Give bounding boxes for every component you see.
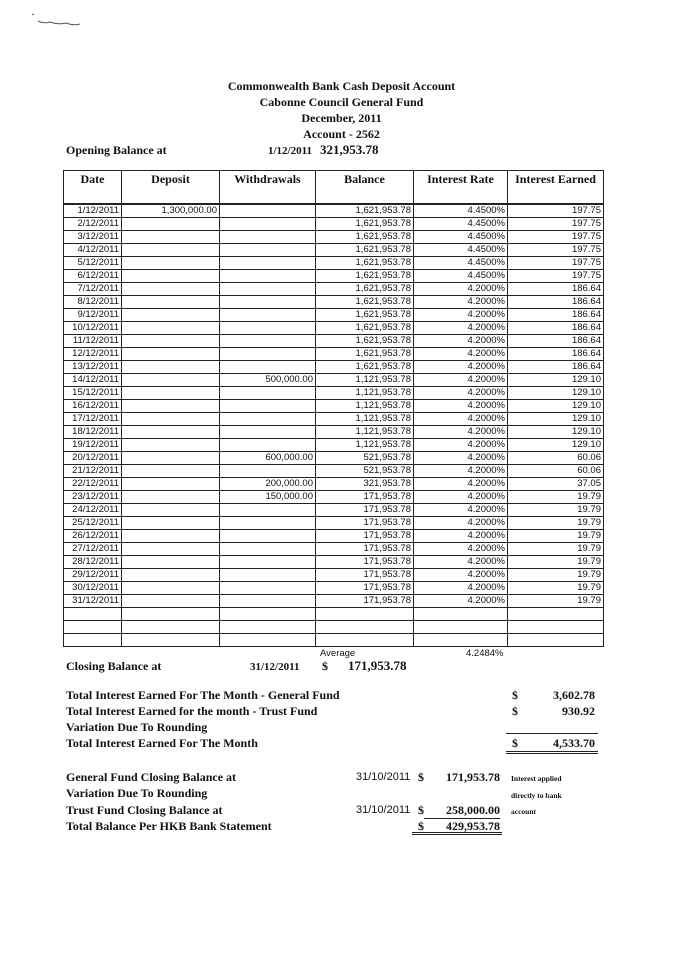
deposit-cell [122, 322, 220, 335]
interest-rate-cell: 4.2000% [414, 361, 508, 374]
balance-cell: 1,621,953.78 [316, 244, 414, 257]
withdrawals-cell [220, 309, 316, 322]
interest-earned-cell: 60.06 [508, 452, 604, 465]
date-cell: 19/12/2011 [64, 439, 122, 452]
interest-rate-cell: 4.2000% [414, 569, 508, 582]
deposit-cell [122, 517, 220, 530]
table-row [64, 465, 604, 478]
balance-cell: 1,121,953.78 [316, 387, 414, 400]
interest-rate-cell: 4.2000% [414, 530, 508, 543]
blank-cell [220, 608, 316, 621]
deposit-cell [122, 504, 220, 517]
deposit-cell [122, 439, 220, 452]
table-row [64, 569, 604, 582]
deposit-cell [122, 218, 220, 231]
interest-rate-cell: 4.2000% [414, 517, 508, 530]
table-row [64, 218, 604, 231]
deposit-cell [122, 569, 220, 582]
interest-earned-cell: 186.64 [508, 309, 604, 322]
interest-rate-cell: 4.2000% [414, 582, 508, 595]
interest-earned-cell: 19.79 [508, 556, 604, 569]
date-cell: 4/12/2011 [64, 244, 122, 257]
trust-fund-closing-currency: $ [418, 803, 424, 817]
date-cell: 14/12/2011 [64, 374, 122, 387]
table-row [64, 348, 604, 361]
date-cell: 3/12/2011 [64, 231, 122, 244]
blank-cell [64, 634, 122, 647]
interest-earned-cell: 129.10 [508, 400, 604, 413]
opening-balance-amount: 321,953.78 [320, 142, 379, 157]
withdrawals-cell [220, 413, 316, 426]
balance-cell: 171,953.78 [316, 569, 414, 582]
blank-cell [64, 608, 122, 621]
blank-cell [414, 621, 508, 634]
withdrawals-cell [220, 517, 316, 530]
fund-name: Cabonne Council General Fund [259, 95, 424, 109]
interest-rate-cell: 4.4500% [414, 218, 508, 231]
balance-cell: 1,121,953.78 [316, 413, 414, 426]
balance-cell: 521,953.78 [316, 465, 414, 478]
table-row [64, 231, 604, 244]
total-balance-currency: $ [418, 819, 424, 833]
date-cell: 17/12/2011 [64, 413, 122, 426]
deposit-cell [122, 309, 220, 322]
withdrawals-cell [220, 595, 316, 608]
closing-balance-date: 31/12/2011 [250, 661, 300, 673]
interest-rate-cell: 4.2000% [414, 595, 508, 608]
trust-fund-closing-label: Trust Fund Closing Balance at [66, 803, 223, 817]
table-row [64, 543, 604, 556]
blank-cell [414, 608, 508, 621]
interest-total-currency: $ [512, 736, 518, 750]
average-label: Average [320, 648, 356, 659]
date-cell: 26/12/2011 [64, 530, 122, 543]
date-cell: 1/12/2011 [64, 204, 122, 218]
interest-rate-cell: 4.2000% [414, 452, 508, 465]
balance-cell: 171,953.78 [316, 491, 414, 504]
balance-cell: 171,953.78 [316, 595, 414, 608]
table-row [64, 296, 604, 309]
interest-earned-cell: 186.64 [508, 283, 604, 296]
interest-general-fund-currency: $ [512, 688, 518, 702]
trust-fund-closing-amount: 258,000.00 [424, 803, 500, 819]
balance-cell: 1,621,953.78 [316, 309, 414, 322]
interest-general-fund-amount: 3,602.78 [553, 688, 595, 702]
deposit-cell [122, 348, 220, 361]
interest-earned-cell: 19.79 [508, 491, 604, 504]
withdrawals-cell [220, 296, 316, 309]
interest-rate-cell: 4.2000% [414, 504, 508, 517]
withdrawals-cell [220, 348, 316, 361]
interest-earned-cell: 186.64 [508, 348, 604, 361]
interest-rate-cell: 4.2000% [414, 296, 508, 309]
deposit-cell [122, 231, 220, 244]
date-cell: 29/12/2011 [64, 569, 122, 582]
interest-rate-cell: 4.2000% [414, 426, 508, 439]
date-cell: 15/12/2011 [64, 387, 122, 400]
table-row [64, 426, 604, 439]
deposit-cell [122, 491, 220, 504]
interest-earned-cell: 186.64 [508, 296, 604, 309]
table-row [64, 452, 604, 465]
withdrawals-cell [220, 322, 316, 335]
withdrawals-cell [220, 556, 316, 569]
deposit-cell [122, 478, 220, 491]
table-row [64, 283, 604, 296]
interest-earned-cell: 19.79 [508, 504, 604, 517]
balance-cell: 171,953.78 [316, 530, 414, 543]
interest-total-amount: 4,533.70 [553, 736, 595, 750]
column-header-date: Date [64, 171, 122, 205]
general-fund-closing-date: 31/10/2011 [356, 771, 411, 783]
interest-earned-cell: 129.10 [508, 439, 604, 452]
interest-earned-cell: 19.79 [508, 595, 604, 608]
deposit-cell [122, 387, 220, 400]
balance-cell: 521,953.78 [316, 452, 414, 465]
blank-cell [508, 608, 604, 621]
total-balance-amount: 429,953.78 [446, 819, 500, 833]
table-row [64, 504, 604, 517]
period: December, 2011 [301, 111, 382, 125]
deposit-cell [122, 582, 220, 595]
deposit-cell [122, 530, 220, 543]
date-cell: 13/12/2011 [64, 361, 122, 374]
withdrawals-cell [220, 335, 316, 348]
withdrawals-cell [220, 582, 316, 595]
interest-rate-cell: 4.2000% [414, 322, 508, 335]
table-row [64, 491, 604, 504]
opening-balance-label: Opening Balance at [66, 143, 167, 157]
withdrawals-cell [220, 231, 316, 244]
interest-earned-cell: 19.79 [508, 543, 604, 556]
interest-earned-cell: 129.10 [508, 387, 604, 400]
date-cell: 2/12/2011 [64, 218, 122, 231]
interest-earned-cell: 37.05 [508, 478, 604, 491]
table-row [64, 374, 604, 387]
interest-rate-cell: 4.2000% [414, 491, 508, 504]
column-header-deposit: Deposit [122, 171, 220, 205]
balance-cell: 1,621,953.78 [316, 348, 414, 361]
table-row [64, 439, 604, 452]
deposit-cell [122, 595, 220, 608]
deposit-cell [122, 335, 220, 348]
deposit-cell [122, 543, 220, 556]
interest-rate-cell: 4.4500% [414, 257, 508, 270]
interest-rate-cell: 4.4500% [414, 270, 508, 283]
withdrawals-cell [220, 257, 316, 270]
blank-cell [64, 621, 122, 634]
interest-general-fund-label: Total Interest Earned For The Month - General Fund [66, 688, 340, 702]
balance-cell: 171,953.78 [316, 517, 414, 530]
interest-earned-cell: 197.75 [508, 257, 604, 270]
interest-earned-cell: 197.75 [508, 218, 604, 231]
closing-balance-amount: 171,953.78 [348, 658, 407, 673]
opening-balance-date: 1/12/2011 [268, 145, 313, 157]
balance-cell: 171,953.78 [316, 582, 414, 595]
interest-rate-cell: 4.4500% [414, 204, 508, 218]
table-row [64, 478, 604, 491]
balance-cell: 1,621,953.78 [316, 218, 414, 231]
document-title: Commonwealth Bank Cash Deposit Account [227, 79, 456, 93]
balance-cell: 1,121,953.78 [316, 426, 414, 439]
withdrawals-cell: 600,000.00 [220, 452, 316, 465]
withdrawals-cell: 500,000.00 [220, 374, 316, 387]
interest-earned-cell: 197.75 [508, 204, 604, 218]
balance-cell: 1,121,953.78 [316, 400, 414, 413]
withdrawals-cell [220, 361, 316, 374]
interest-rate-cell: 4.2000% [414, 478, 508, 491]
interest-rate-cell: 4.2000% [414, 309, 508, 322]
interest-earned-cell: 19.79 [508, 582, 604, 595]
balance-cell: 1,621,953.78 [316, 361, 414, 374]
interest-earned-cell: 129.10 [508, 426, 604, 439]
interest-earned-cell: 60.06 [508, 465, 604, 478]
interest-rounding-label: Variation Due To Rounding [66, 720, 208, 734]
balance-cell: 1,621,953.78 [316, 270, 414, 283]
withdrawals-cell [220, 530, 316, 543]
note-line-2: directly to bank [511, 791, 562, 800]
balance-cell: 1,621,953.78 [316, 257, 414, 270]
blank-cell [220, 621, 316, 634]
withdrawals-cell: 200,000.00 [220, 478, 316, 491]
interest-earned-cell: 129.10 [508, 413, 604, 426]
date-cell: 28/12/2011 [64, 556, 122, 569]
blank-cell [316, 634, 414, 647]
table-row [64, 335, 604, 348]
deposit-cell [122, 244, 220, 257]
date-cell: 9/12/2011 [64, 309, 122, 322]
total-balance-label: Total Balance Per HKB Bank Statement [66, 819, 272, 833]
date-cell: 27/12/2011 [64, 543, 122, 556]
balance-cell: 1,621,953.78 [316, 335, 414, 348]
balance-cell: 171,953.78 [316, 504, 414, 517]
table-row [64, 556, 604, 569]
general-fund-closing-amount: 171,953.78 [446, 770, 500, 784]
blank-cell [122, 621, 220, 634]
withdrawals-cell [220, 218, 316, 231]
interest-earned-cell: 129.10 [508, 374, 604, 387]
table-row [64, 530, 604, 543]
interest-rate-cell: 4.2000% [414, 439, 508, 452]
blank-cell [508, 621, 604, 634]
withdrawals-cell [220, 400, 316, 413]
deposit-cell [122, 413, 220, 426]
interest-earned-cell: 197.75 [508, 231, 604, 244]
balance-cell: 1,621,953.78 [316, 296, 414, 309]
withdrawals-cell [220, 426, 316, 439]
withdrawals-cell [220, 387, 316, 400]
deposit-cell [122, 465, 220, 478]
table-row [64, 582, 604, 595]
date-cell: 8/12/2011 [64, 296, 122, 309]
table-row [64, 517, 604, 530]
interest-rate-cell: 4.4500% [414, 231, 508, 244]
interest-earned-cell: 186.64 [508, 322, 604, 335]
withdrawals-cell [220, 504, 316, 517]
balance-cell: 171,953.78 [316, 543, 414, 556]
interest-earned-cell: 197.75 [508, 270, 604, 283]
date-cell: 7/12/2011 [64, 283, 122, 296]
withdrawals-cell [220, 439, 316, 452]
date-cell: 5/12/2011 [64, 257, 122, 270]
withdrawals-cell [220, 543, 316, 556]
table-header-row [64, 171, 604, 205]
deposit-cell [122, 452, 220, 465]
interest-earned-cell: 19.79 [508, 530, 604, 543]
deposit-cell [122, 296, 220, 309]
table-row [64, 204, 604, 218]
general-fund-closing-currency: $ [418, 770, 424, 784]
interest-earned-cell: 186.64 [508, 361, 604, 374]
deposit-cell [122, 361, 220, 374]
deposit-cell [122, 270, 220, 283]
interest-rate-cell: 4.2000% [414, 556, 508, 569]
withdrawals-cell [220, 569, 316, 582]
interest-trust-fund-label: Total Interest Earned for the month - Trust Fund [66, 704, 318, 718]
interest-earned-cell: 186.64 [508, 335, 604, 348]
blank-cell [316, 621, 414, 634]
interest-rate-cell: 4.2000% [414, 400, 508, 413]
note-line-3: account [511, 807, 536, 816]
interest-trust-fund-amount: 930.92 [562, 704, 595, 718]
balance-cell: 1,621,953.78 [316, 204, 414, 218]
note-line-1: Interest applied [511, 774, 562, 783]
blank-cell [122, 608, 220, 621]
balance-cell: 1,621,953.78 [316, 231, 414, 244]
table-row [64, 413, 604, 426]
interest-earned-cell: 197.75 [508, 244, 604, 257]
withdrawals-cell: 150,000.00 [220, 491, 316, 504]
balance-cell: 1,121,953.78 [316, 374, 414, 387]
deposit-cell [122, 426, 220, 439]
column-header-balance: Balance [316, 171, 414, 205]
column-header-interest-earned: Interest Earned [508, 171, 604, 205]
interest-rate-cell: 4.2000% [414, 283, 508, 296]
blank-table-row [64, 621, 604, 634]
blank-cell [508, 634, 604, 647]
column-header-interest-rate: Interest Rate [414, 171, 508, 205]
balance-cell: 171,953.78 [316, 556, 414, 569]
blank-table-row [64, 608, 604, 621]
date-cell: 22/12/2011 [64, 478, 122, 491]
interest-rate-cell: 4.2000% [414, 465, 508, 478]
date-cell: 11/12/2011 [64, 335, 122, 348]
interest-rate-cell: 4.2000% [414, 413, 508, 426]
table-row [64, 361, 604, 374]
deposit-cell: 1,300,000.00 [122, 204, 220, 218]
date-cell: 10/12/2011 [64, 322, 122, 335]
table-row [64, 322, 604, 335]
date-cell: 6/12/2011 [64, 270, 122, 283]
closing-balance-currency: $ [322, 659, 328, 673]
balance-cell: 1,121,953.78 [316, 439, 414, 452]
table-row [64, 595, 604, 608]
balance-cell: 1,621,953.78 [316, 322, 414, 335]
blank-table-row [64, 634, 604, 647]
deposit-cell [122, 374, 220, 387]
trust-fund-closing-date: 31/10/2011 [356, 804, 411, 816]
interest-earned-cell: 19.79 [508, 569, 604, 582]
blank-cell [220, 634, 316, 647]
interest-rate-cell: 4.2000% [414, 348, 508, 361]
date-cell: 16/12/2011 [64, 400, 122, 413]
balance-cell: 1,621,953.78 [316, 283, 414, 296]
withdrawals-cell [220, 204, 316, 218]
account-number: Account - 2562 [303, 127, 380, 141]
date-cell: 12/12/2011 [64, 348, 122, 361]
interest-rate-cell: 4.4500% [414, 244, 508, 257]
interest-trust-fund-currency: $ [512, 704, 518, 718]
table-row [64, 244, 604, 257]
interest-rate-cell: 4.2000% [414, 387, 508, 400]
date-cell: 24/12/2011 [64, 504, 122, 517]
balance-cell: 321,953.78 [316, 478, 414, 491]
scan-mark-scribble [30, 12, 82, 26]
column-header-withdrawals: Withdrawals [220, 171, 316, 205]
interest-total-label: Total Interest Earned For The Month [66, 736, 258, 750]
table-row [64, 257, 604, 270]
withdrawals-cell [220, 283, 316, 296]
deposit-cell [122, 556, 220, 569]
date-cell: 21/12/2011 [64, 465, 122, 478]
date-cell: 25/12/2011 [64, 517, 122, 530]
general-fund-closing-label: General Fund Closing Balance at [66, 770, 237, 784]
withdrawals-cell [220, 270, 316, 283]
deposit-cell [122, 283, 220, 296]
blank-cell [316, 608, 414, 621]
interest-earned-cell: 19.79 [508, 517, 604, 530]
deposit-cell [122, 400, 220, 413]
date-cell: 18/12/2011 [64, 426, 122, 439]
transactions-table [63, 170, 604, 647]
blank-cell [122, 634, 220, 647]
interest-rate-cell: 4.2000% [414, 335, 508, 348]
date-cell: 30/12/2011 [64, 582, 122, 595]
date-cell: 31/12/2011 [64, 595, 122, 608]
date-cell: 23/12/2011 [64, 491, 122, 504]
interest-rate-cell: 4.2000% [414, 543, 508, 556]
withdrawals-cell [220, 465, 316, 478]
balance-rounding-label: Variation Due To Rounding [66, 786, 208, 800]
date-cell: 20/12/2011 [64, 452, 122, 465]
table-row [64, 270, 604, 283]
table-row [64, 387, 604, 400]
table-row [64, 309, 604, 322]
blank-cell [414, 634, 508, 647]
interest-rate-cell: 4.2000% [414, 374, 508, 387]
table-row [64, 400, 604, 413]
withdrawals-cell [220, 244, 316, 257]
closing-balance-label: Closing Balance at [66, 659, 162, 673]
deposit-cell [122, 257, 220, 270]
average-interest-rate: 4.2484% [466, 648, 504, 659]
